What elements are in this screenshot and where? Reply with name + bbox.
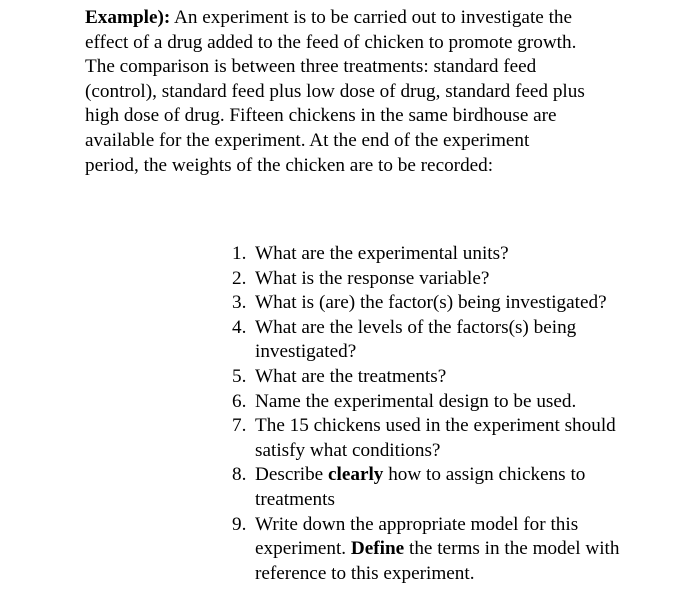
list-item [232, 365, 632, 390]
item-text-start: Write down the appropriate model for this experiment. [255, 513, 579, 560]
list-item [232, 267, 632, 292]
example-label: Example): [85, 7, 171, 28]
item-number: 5. [232, 365, 247, 387]
emphasis-define: Define [350, 538, 405, 560]
item-text: What are the treatments? [255, 365, 447, 387]
item-text [255, 463, 627, 512]
item-text-end: the terms in the model with reference to this experiment. [255, 538, 620, 584]
example-paragraph [85, 6, 585, 178]
item-text: What are the experimental units? [255, 243, 509, 264]
item-text: What are the levels of the factors(s) being investigated? [255, 316, 577, 363]
list-item [232, 242, 632, 267]
emphasis-clearly: clearly [327, 464, 384, 486]
list-item [232, 513, 632, 587]
list-item [232, 390, 632, 415]
item-number: 1. [232, 243, 247, 264]
item-text-start: Describe [255, 464, 328, 486]
item-number: 3. [232, 292, 247, 314]
list-item [232, 463, 632, 512]
list-item [232, 414, 632, 463]
item-number: 7. [232, 415, 247, 437]
item-number: 9. [232, 513, 247, 535]
item-text: What is the response variable? [255, 267, 490, 289]
item-number: 8. [232, 464, 247, 486]
item-text-end: how to assign chickens to treatments [255, 464, 586, 510]
item-text: The 15 chickens used in the experiment should satisfy what conditions? [255, 415, 616, 461]
item-number: 4. [232, 316, 247, 338]
item-number: 6. [232, 390, 247, 412]
list-item [232, 291, 632, 316]
question-list [232, 242, 632, 586]
list-item [232, 316, 632, 365]
item-text: What is (are) the factor(s) being investigated? [255, 292, 607, 314]
item-number: 2. [232, 267, 247, 289]
item-text: Name the experimental design to be used. [255, 390, 577, 412]
example-text: An experiment is to be carried out to investigate the effect of a drug added to the feed of chicken to promote growth. The comparison is between three treatments: standard feed (control), standard feed plus low dose of drug, standard feed plus high dose of drug. Fifteen chickens in the same birdhouse are available for the experiment. At the end of the experiment period, the weights of the chicken are to be recorded: [85, 7, 585, 176]
item-text [255, 513, 627, 587]
